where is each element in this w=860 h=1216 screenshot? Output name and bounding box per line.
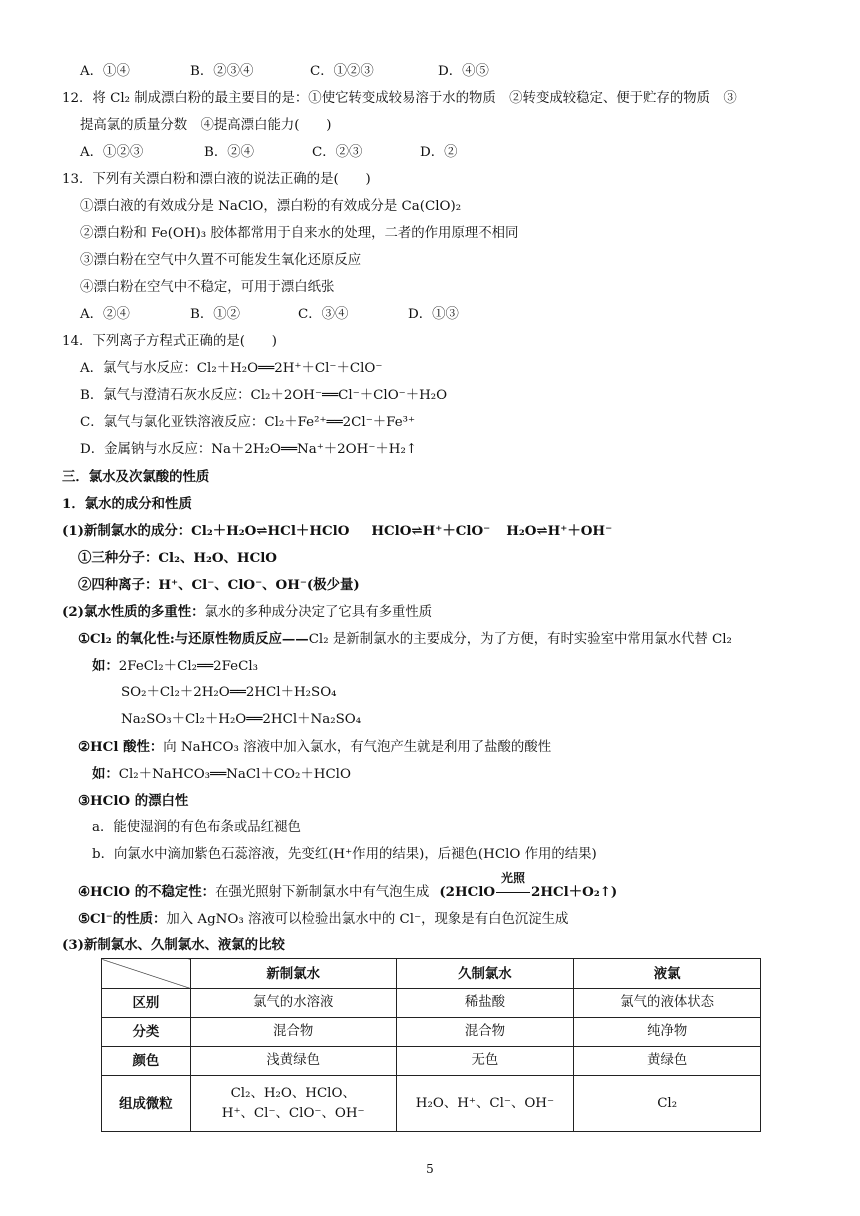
- composition-label: (1)新制氯水的成分：: [62, 523, 192, 539]
- instability-text: 在强光照射下新制氯水中有气泡生成: [215, 885, 430, 900]
- q13-item-2: ②漂白粉和 Fe(OH)₃ 胶体都常用于自来水的处理，二者的作用原理不相同: [80, 226, 519, 241]
- q14-option-b: B．氯气与澄清石灰水反应：Cl₂＋2OH⁻══Cl⁻＋ClO⁻＋H₂O: [80, 388, 448, 403]
- chloride-text: 加入 AgNO₃ 溶液可以检验出氯水中的 Cl⁻，现象是有白色沉淀生成: [166, 912, 569, 927]
- table-header: 久制氯水: [396, 959, 574, 989]
- q11-option-b: B．②③④: [190, 64, 254, 79]
- page-number: 5: [426, 1162, 434, 1176]
- three-molecules: ①三种分子：Cl₂、H₂O、HClO: [78, 550, 277, 566]
- table-cell-line: H⁺、Cl⁻、ClO⁻、OH⁻: [221, 1105, 365, 1121]
- oxidation-text: Cl₂ 是新制氯水的主要成分，为了方便，有时实验室中常用氯水代替 Cl₂: [308, 632, 732, 647]
- light-condition: 光照: [501, 871, 526, 885]
- composition-line: [62, 521, 820, 541]
- multi-property-text: 氯水的多种成分决定了它具有多重性质: [204, 605, 433, 620]
- chloride-line: [78, 909, 820, 930]
- light-condition-arrow: [495, 871, 531, 902]
- q13-item-1: ①漂白液的有效成分是 NaClO，漂白粉的有效成分是 Ca(ClO)₂: [80, 199, 462, 214]
- q11-option-d: D．④⑤: [438, 64, 489, 79]
- table-cell: Cl₂: [574, 1076, 761, 1132]
- q12-option-c: C．②③: [312, 145, 363, 160]
- table-row: [102, 1018, 761, 1047]
- q11-option-c: C．①②③: [310, 64, 374, 79]
- equilibrium-2: HClO⇌H⁺＋ClO⁻: [371, 523, 491, 539]
- q13-option-a: A．②④: [80, 307, 130, 322]
- q12-option-a: A．①②③: [80, 145, 144, 160]
- table-cell: 混合物: [396, 1018, 574, 1047]
- acidity-eq-line: [92, 764, 820, 785]
- oxidation-eq-1-line: [92, 656, 820, 677]
- q13-item-4: ④漂白粉在空气中不稳定，可用于漂白纸张: [80, 280, 335, 295]
- four-ions: ②四种离子：H⁺、Cl⁻、ClO⁻、OH⁻(极少量): [78, 577, 360, 593]
- q12-option-d: D．②: [420, 145, 458, 160]
- acidity-text: 向 NaHCO₃ 溶液中加入氯水，有气泡产生就是利用了盐酸的酸性: [163, 740, 552, 755]
- decomposition-eq-left: (2HClO: [439, 884, 496, 900]
- q13-item-3: ③漂白粉在空气中久置不可能发生氧化还原反应: [80, 253, 362, 268]
- example-label: 如：: [92, 766, 119, 782]
- q13-option-c: C．③④: [298, 307, 349, 322]
- table-cell: 纯净物: [574, 1018, 761, 1047]
- table-cell: 混合物: [190, 1018, 396, 1047]
- multi-property-line: [62, 602, 820, 623]
- table-cell: 无色: [396, 1047, 574, 1076]
- decomposition-eq-right: 2HCl＋O₂↑): [531, 884, 618, 900]
- table-header: 液氯: [574, 959, 761, 989]
- table-cell: 黄绿色: [574, 1047, 761, 1076]
- oxidation-line: [78, 629, 820, 650]
- q11-option-a: A．①④: [80, 64, 130, 79]
- subsection-title: 1．氯水的成分和性质: [62, 496, 192, 512]
- table-cell: [190, 1076, 396, 1132]
- q11-options: [80, 62, 820, 82]
- q14-stem: 14．下列离子方程式正确的是( ): [62, 334, 277, 349]
- bleaching-label: ③HClO 的漂白性: [78, 793, 189, 809]
- comparison-title: (3)新制氯水、久制氯水、液氯的比较: [62, 937, 285, 953]
- acidity-label: ②HCl 酸性：: [78, 739, 164, 755]
- acidity-line: [78, 737, 820, 758]
- table-header: 新制氯水: [190, 959, 396, 989]
- table-header-row: [102, 959, 761, 989]
- q12-stem-line2: 提高氯的质量分数 ④提高漂白能力( ): [80, 118, 332, 133]
- row-label: 颜色: [102, 1047, 191, 1076]
- table-cell: 氯气的液体状态: [574, 989, 761, 1018]
- q12-options: [80, 143, 820, 163]
- q14-option-d: D．金属钠与水反应：Na＋2H₂O══Na⁺＋2OH⁻＋H₂↑: [80, 442, 418, 457]
- instability-line: [78, 871, 820, 903]
- table-row: [102, 1047, 761, 1076]
- table-row: [102, 1076, 761, 1132]
- q14-option-c: C．氯气与氯化亚铁溶液反应：Cl₂＋Fe²⁺══2Cl⁻＋Fe³⁺: [80, 415, 416, 430]
- table-row: [102, 989, 761, 1018]
- q14-option-a: A．氯气与水反应：Cl₂＋H₂O══2H⁺＋Cl⁻＋ClO⁻: [80, 361, 383, 376]
- q12-stem-line1: 12．将 Cl₂ 制成漂白粉的最主要目的是：①使它转变成较易溶于水的物质 ②转变成较稳定、便于贮存的物质 ③: [62, 91, 737, 106]
- table-cell: 氯气的水溶液: [190, 989, 396, 1018]
- equilibrium-3: H₂O⇌H⁺＋OH⁻: [506, 523, 613, 539]
- q13-option-b: B．①②: [190, 307, 241, 322]
- equilibrium-1: Cl₂＋H₂O⇌HCl＋HClO: [191, 523, 350, 539]
- table-cell: 稀盐酸: [396, 989, 574, 1018]
- q12-option-b: B．②④: [204, 145, 255, 160]
- row-label: 区别: [102, 989, 191, 1018]
- bleaching-b: b．向氯水中滴加紫色石蕊溶液，先变红(H⁺作用的结果)，后褪色(HClO 作用的结果): [92, 847, 597, 862]
- oxidation-eq-3: Na₂SO₃＋Cl₂＋H₂O══2HCl＋Na₂SO₄: [121, 712, 362, 727]
- row-label: 分类: [102, 1018, 191, 1047]
- multi-property-label: (2)氯水性质的多重性：: [62, 604, 205, 620]
- oxidation-label: ①Cl₂ 的氧化性:与还原性物质反应——: [78, 631, 309, 647]
- table-cell-line: Cl₂、H₂O、HClO、: [230, 1085, 356, 1101]
- example-label: 如：: [92, 658, 119, 674]
- q13-stem: 13．下列有关漂白粉和漂白液的说法正确的是( ): [62, 172, 371, 187]
- oxidation-eq-2: SO₂＋Cl₂＋2H₂O══2HCl＋H₂SO₄: [121, 685, 337, 700]
- q13-option-d: D．①③: [408, 307, 459, 322]
- instability-label: ④HClO 的不稳定性：: [78, 884, 216, 900]
- acidity-eq: Cl₂＋NaHCO₃══NaCl＋CO₂＋HClO: [118, 767, 351, 782]
- section-title: 三．氯水及次氯酸的性质: [62, 469, 210, 485]
- table-cell: H₂O、H⁺、Cl⁻、OH⁻: [396, 1076, 574, 1132]
- table-corner-cell: [102, 959, 191, 989]
- row-label: 组成微粒: [102, 1076, 191, 1132]
- bleaching-a: a．能使湿润的有色布条或品红褪色: [92, 820, 301, 835]
- oxidation-eq-1: 2FeCl₂＋Cl₂══2FeCl₃: [118, 659, 258, 674]
- chloride-label: ⑤Cl⁻的性质：: [78, 911, 167, 927]
- comparison-table: [101, 958, 761, 1132]
- q13-options: [80, 305, 820, 325]
- table-cell: 浅黄绿色: [190, 1047, 396, 1076]
